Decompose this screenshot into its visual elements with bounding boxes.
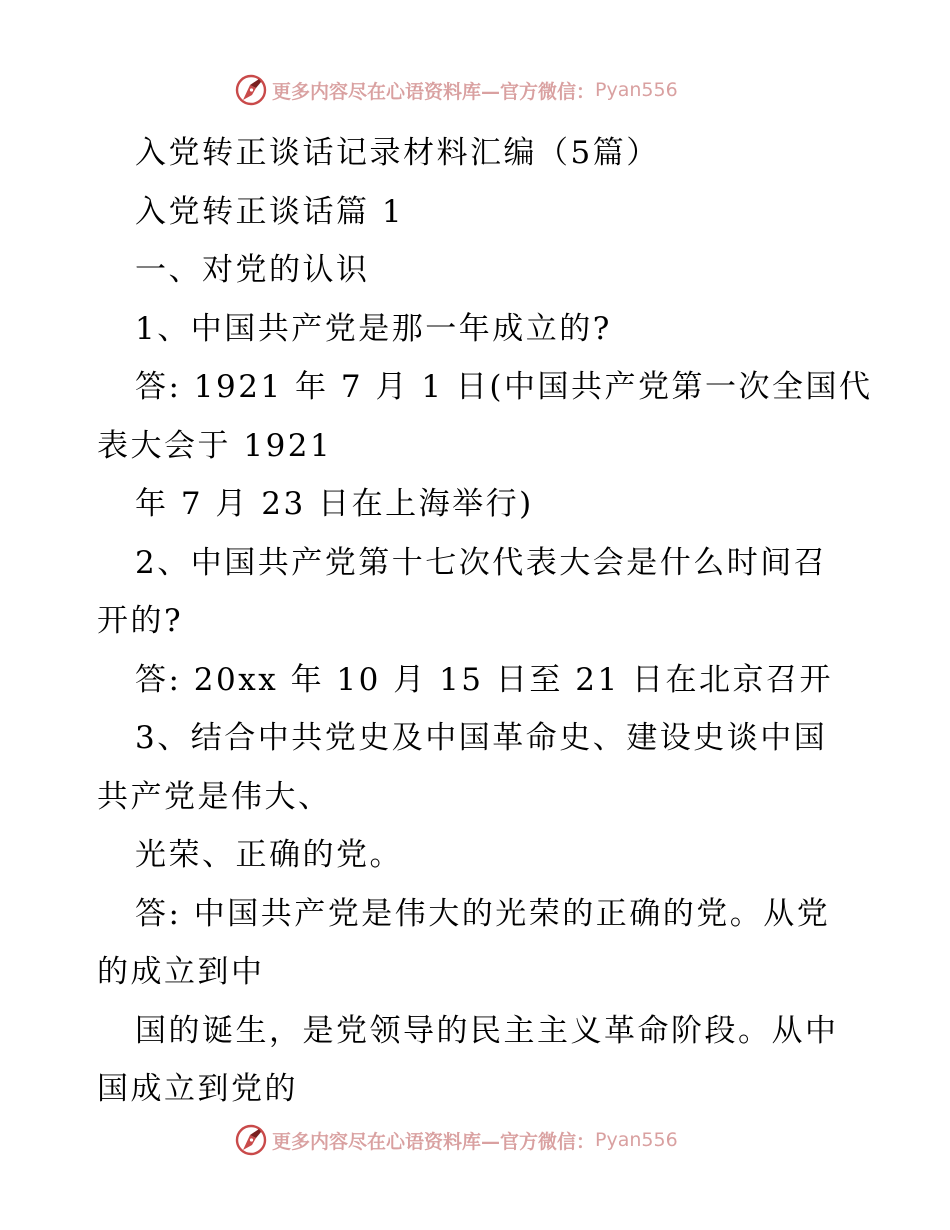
- answer-line: 年 7 月 23 日在上海举行): [135, 486, 534, 522]
- answer-line: 答: 20xx 年 10 月 15 日至 21 日在北京召开: [135, 661, 834, 698]
- pen-nib-circle-icon: [234, 1123, 268, 1157]
- question-line: 光荣、正确的党。: [135, 837, 403, 873]
- answer-line: 的成立到中: [97, 954, 265, 990]
- answer-line: 国成立到党的: [97, 1071, 298, 1107]
- answer-line: 表大会于 1921: [97, 427, 333, 464]
- doc-title: 入党转正谈话记录材料汇编（5篇）: [135, 135, 660, 171]
- question-line: 2、中国共产党第十七次代表大会是什么时间召: [135, 544, 828, 581]
- watermark-text: 更多内容尽在心语资料库—官方微信：: [272, 1130, 596, 1153]
- watermark-id: Pyan556: [595, 1129, 678, 1151]
- watermark-id: Pyan556: [595, 79, 678, 101]
- question-line: 3、结合中共党史及中国革命史、建设史谈中国: [135, 720, 828, 756]
- subsection-heading: 一、对党的认识: [135, 252, 370, 288]
- pen-nib-circle-icon: [234, 73, 268, 107]
- header-watermark: [234, 72, 678, 108]
- answer-line: 答: 1921 年 7 月 1 日(中国共产党第一次全国代: [135, 369, 873, 405]
- answer-line: 国的诞生，是党领导的民主主义革命阶段。从中: [135, 1012, 839, 1049]
- answer-line: 答: 中国共产党是伟大的光荣的正确的党。从党: [135, 895, 831, 932]
- question-line: 1、中国共产党是那一年成立的?: [135, 310, 612, 347]
- footer-watermark: [234, 1122, 678, 1158]
- watermark-text: 更多内容尽在心语资料库—官方微信：: [272, 80, 596, 103]
- document-body: [97, 124, 873, 1119]
- question-line: 开的?: [97, 603, 184, 639]
- section-heading: 入党转正谈话篇 1: [135, 193, 405, 230]
- question-line: 共产党是伟大、: [97, 778, 332, 815]
